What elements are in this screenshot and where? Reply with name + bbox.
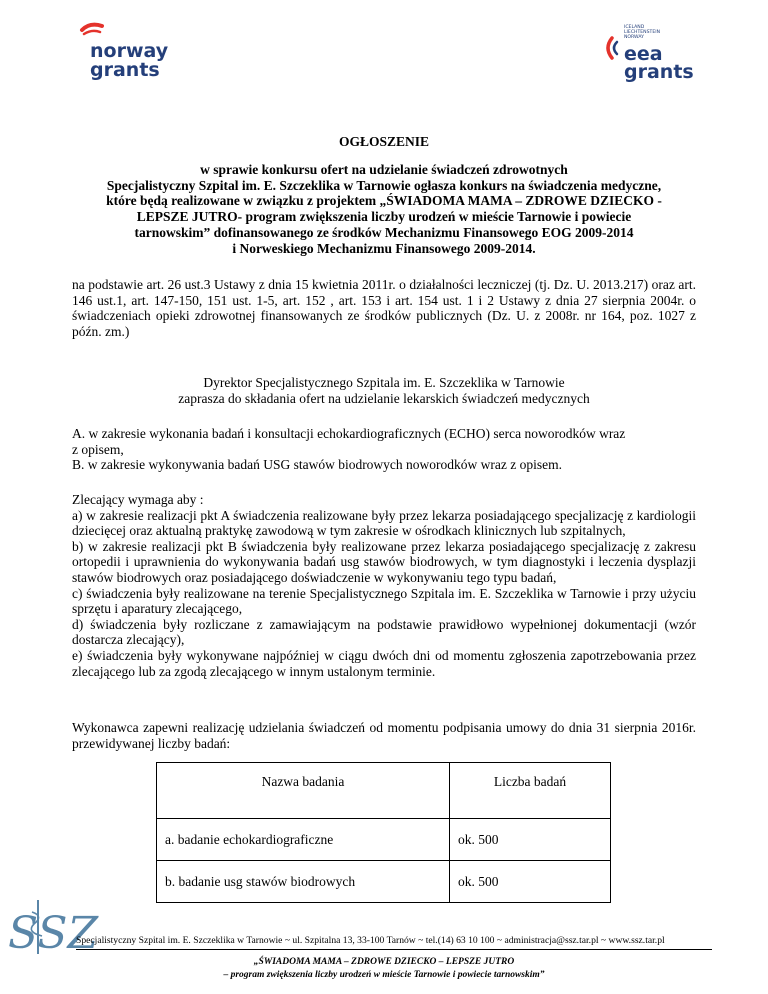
requirement-e: e) świadczenia były wykonywane najpóźniej w ciągu dwóch dni od momentu zgłoszenia zapotrzebowania przez zlecającego lub za zgodą zlecającego w innym ustalonym terminie.: [72, 647, 696, 679]
norway-grants-icon: [60, 20, 170, 82]
eea-grants-logo: [596, 20, 696, 82]
eea-logo-line1: eea: [624, 43, 663, 65]
table-row: [157, 861, 611, 903]
table-cell: b. badanie usg stawów biodrowych: [157, 861, 450, 903]
eea-logo-line2: grants: [624, 61, 694, 83]
contractor-paragraph: Wykonawca zapewni realizację udzielania świadczeń od momentu podpisania umowy do dnia 31 sierpnia 2016r. przewidywanej liczby badań:: [72, 720, 696, 751]
subtitle-line: i Norweskiego Mechanizmu Finansowego 2009-2014.: [232, 240, 536, 256]
subtitle-line: Specjalistyczny Szpital im. E. Szczeklika w Tarnowie ogłasza konkurs na świadczenia medyczne,: [106, 177, 662, 193]
scope-item-b: B. w zakresie wykonywania badań USG stawów biodrowych noworodków wraz z opisem.: [72, 457, 563, 473]
scope-list: [72, 426, 696, 473]
scope-item-a-cont: z opisem,: [72, 441, 124, 457]
norway-logo-line1: norway: [90, 40, 169, 62]
legal-basis-paragraph: na podstawie art. 26 ust.3 Ustawy z dnia 15 kwietnia 2011r. o działalności leczniczej (tj. Dz. U. 2013.217) oraz art. 146 ust.1, art. 147-150, 151 ust. 1-5, art. 152 , art. 153 i art. 154 ust. 1 i 2 Ustawy z dnia 27 sierpnia 2004r. o świadczeniach opieki zdrowotnej finansowanych ze środków publicznych (Dz. U. z 2008r. nr 164, poz. 1027 z późn. zm.): [72, 277, 696, 339]
requirements-intro: Zlecający wymaga aby :: [72, 492, 204, 507]
eea-logo-small3: NORWAY: [624, 35, 644, 40]
table-cell: ok. 500: [450, 861, 611, 903]
table-row: [157, 819, 611, 861]
subtitle-line: w sprawie konkursu ofert na udzielanie świadczeń zdrowotnych: [200, 162, 568, 177]
eea-grants-icon: [596, 20, 696, 82]
norway-grants-logo: [60, 20, 170, 82]
requirement-b: b) w zakresie realizacji pkt B świadczenia były realizowane przez lekarza posiadającego specjalizację z zakresu ortopedii i uprawnienia do wykonywania badań usg stawów biodrowych, w tym diagnostyki i leczenia dysplazji stawów biodrowych oraz posiadającego doświadczenie w wykonywaniu tego typu badań,: [72, 538, 696, 585]
document-title: OGŁOSZENIE: [338, 134, 430, 149]
table-header-cell: Liczba badań: [450, 763, 611, 819]
table-cell: ok. 500: [450, 819, 611, 861]
subtitle-line: LEPSZE JUTRO- program zwiększenia liczby urodzeń w mieście Tarnowie i powiecie: [136, 209, 632, 225]
hospital-logo: [8, 898, 99, 959]
studies-table: [156, 762, 611, 903]
footer-divider: [76, 949, 712, 950]
subtitle-line: tarnowskim” dofinansowanego ze środków Mechanizmu Finansowego EOG 2009-2014: [134, 224, 634, 240]
requirement-c: c) świadczenia były realizowane na terenie Specjalistycznego Szpitala im. E. Szczeklika w Tarnowie i przy użyciu sprzętu i aparatury zlecającego,: [72, 585, 696, 617]
hospital-logo-icon: [8, 898, 99, 959]
footer-address: Specjalistyczny Szpital im. E. Szczeklika w Tarnowie ~ ul. Szpitalna 13, 33-100 Tarnów ~ tel.(14) 63 10 100 ~ administracja@ssz.tar.pl ~ www.ssz.tar.pl: [76, 935, 665, 946]
document-subtitle: [70, 162, 698, 256]
table-cell: a. badanie echokardiograficzne: [157, 819, 450, 861]
norway-logo-line2: grants: [90, 59, 160, 81]
table-header-cell: Nazwa badania: [157, 763, 450, 819]
requirement-d: d) świadczenia były rozliczane z zamawiającym na podstawie prawidłowo wypełnionej dokumentacji (wzór dostarcza zlecający),: [72, 616, 696, 648]
requirement-a: a) w zakresie realizacji pkt A świadczenia realizowane były przez lekarza posiadającego specjalizację z kardiologii dziecięcej oraz aktualną praktykę zawodową w tym zakresie w ośrodkach klinicznych lub szpitalnych,: [72, 507, 696, 539]
scope-item-a: A. w zakresie wykonania badań i konsultacji echokardiograficznych (ECHO) serca noworodków wraz: [72, 426, 626, 441]
eea-logo-small2: LIECHTENSTEIN: [624, 30, 661, 35]
eea-logo-small1: ICELAND: [624, 25, 645, 30]
subtitle-line: które będą realizowane w związku z projektem „ŚWIADOMA MAMA – ZDROWE DZIECKO -: [106, 193, 662, 209]
footer-slogan: „ŚWIADOMA MAMA – ZDROWE DZIECKO – LEPSZE JUTRO: [253, 957, 515, 967]
director-line: zaprasza do składania ofert na udzielanie lekarskich świadczeń medycznych: [178, 390, 590, 406]
director-invitation: [72, 375, 696, 406]
hospital-logo-letters: SSZ: [8, 908, 99, 959]
director-line: Dyrektor Specjalistycznego Szpitala im. E. Szczeklika w Tarnowie: [203, 375, 565, 390]
footer-slogan-sub: – program zwiększenia liczby urodzeń w mieście Tarnowie i powiecie tarnowskim”: [223, 970, 545, 980]
requirements-section: [72, 492, 696, 679]
table-header-row: [157, 763, 611, 819]
